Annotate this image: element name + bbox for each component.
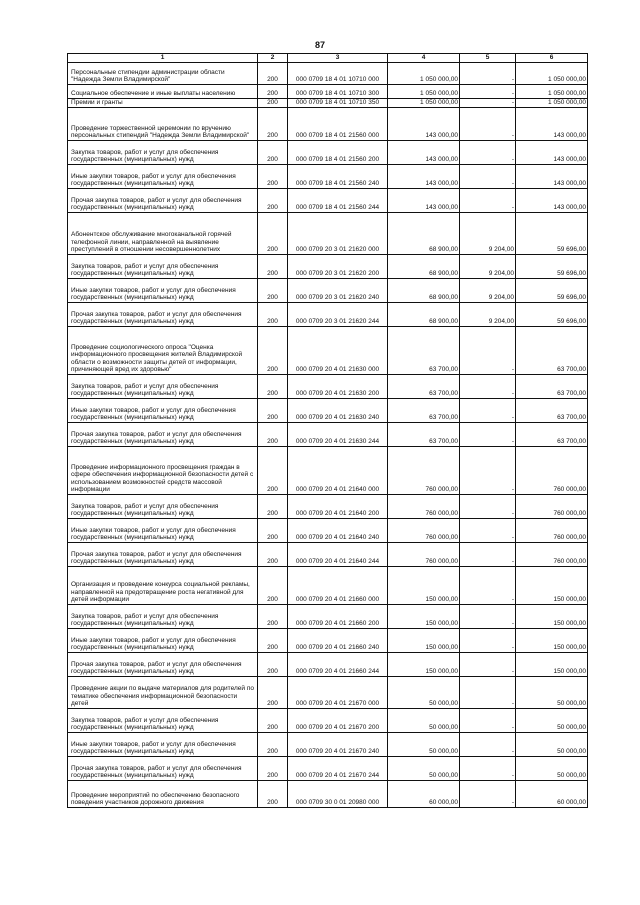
cell-code: 200 — [258, 653, 288, 677]
cell-code: 200 — [258, 709, 288, 733]
cell-code: 200 — [258, 165, 288, 189]
cell-name: Прочая закупка товаров, работ и услуг для обеспечения государственных (муниципальных) нужд — [68, 303, 258, 327]
cell-v2: - — [460, 63, 516, 85]
cell-kbk: 000 0709 20 4 01 21640 240 — [288, 519, 388, 543]
cell-code: 200 — [258, 447, 288, 495]
cell-kbk: 000 0709 20 4 01 21630 200 — [288, 375, 388, 399]
cell-code: 200 — [258, 85, 288, 99]
cell-name: Абонентское обслуживание многоканальной горячей телефонной линии, направленной на выявление преступлений в отношении несовершеннолетних — [68, 213, 258, 255]
table-row — [68, 543, 588, 567]
cell-kbk: 000 0709 20 4 01 21670 244 — [288, 757, 388, 781]
cell-v1: 1 050 000,00 — [388, 99, 460, 108]
cell-v3: 143 000,00 — [516, 189, 588, 213]
cell-kbk: 000 0709 18 4 01 21560 000 — [288, 108, 388, 141]
table-row — [68, 189, 588, 213]
cell-kbk: 000 0709 20 4 01 21630 240 — [288, 399, 388, 423]
cell-v1: 760 000,00 — [388, 543, 460, 567]
table-row — [68, 519, 588, 543]
cell-v1: 150 000,00 — [388, 653, 460, 677]
cell-name: Проведение торжественной церемонии по вручению персональных стипендий "Надежда Земли Владимирской" — [68, 108, 258, 141]
cell-kbk: 000 0709 18 4 01 10710 000 — [288, 63, 388, 85]
table-row — [68, 399, 588, 423]
cell-kbk: 000 0709 20 4 01 21640 244 — [288, 543, 388, 567]
cell-v3: 60 000,00 — [516, 781, 588, 808]
cell-kbk: 000 0709 20 4 01 21630 000 — [288, 327, 388, 375]
cell-v1: 760 000,00 — [388, 447, 460, 495]
cell-v2: - — [460, 519, 516, 543]
table-row — [68, 85, 588, 99]
cell-name: Прочая закупка товаров, работ и услуг для обеспечения государственных (муниципальных) нужд — [68, 757, 258, 781]
cell-v2: 9 204,00 — [460, 279, 516, 303]
cell-code: 200 — [258, 375, 288, 399]
table-row — [68, 303, 588, 327]
cell-name: Иные закупки товаров, работ и услуг для обеспечения государственных (муниципальных) нужд — [68, 279, 258, 303]
cell-code: 200 — [258, 423, 288, 447]
table-row — [68, 677, 588, 709]
cell-v1: 63 700,00 — [388, 399, 460, 423]
cell-code: 200 — [258, 327, 288, 375]
cell-name: Иные закупки товаров, работ и услуг для обеспечения государственных (муниципальных) нужд — [68, 519, 258, 543]
cell-v2: - — [460, 375, 516, 399]
cell-v1: 150 000,00 — [388, 605, 460, 629]
cell-v2: 9 204,00 — [460, 213, 516, 255]
cell-v3: 1 050 000,00 — [516, 85, 588, 99]
cell-v3: 1 050 000,00 — [516, 99, 588, 108]
cell-code: 200 — [258, 781, 288, 808]
cell-v1: 63 700,00 — [388, 327, 460, 375]
table-row — [68, 141, 588, 165]
cell-name: Иные закупки товаров, работ и услуг для обеспечения государственных (муниципальных) нужд — [68, 399, 258, 423]
table-row — [68, 213, 588, 255]
cell-v2: - — [460, 653, 516, 677]
cell-name: Проведение социологического опроса "Оценка информационного просвещения жителей Владимирской области о возможности защиты детей от информации, причиняющей вред их здоровью" — [68, 327, 258, 375]
cell-v2: - — [460, 629, 516, 653]
cell-v1: 68 900,00 — [388, 255, 460, 279]
cell-v1: 60 000,00 — [388, 781, 460, 808]
cell-v1: 68 900,00 — [388, 279, 460, 303]
cell-name: Прочая закупка товаров, работ и услуг для обеспечения государственных (муниципальных) нужд — [68, 543, 258, 567]
cell-v1: 63 700,00 — [388, 423, 460, 447]
cell-v3: 50 000,00 — [516, 677, 588, 709]
table-row — [68, 653, 588, 677]
cell-code: 200 — [258, 141, 288, 165]
header-row — [68, 54, 588, 63]
cell-v3: 143 000,00 — [516, 165, 588, 189]
cell-code: 200 — [258, 255, 288, 279]
cell-v2: - — [460, 85, 516, 99]
cell-name: Социальное обеспечение и иные выплаты населению — [68, 85, 258, 99]
cell-code: 200 — [258, 543, 288, 567]
cell-v2: - — [460, 757, 516, 781]
cell-code: 200 — [258, 495, 288, 519]
cell-v3: 143 000,00 — [516, 141, 588, 165]
cell-kbk: 000 0709 20 4 01 21660 200 — [288, 605, 388, 629]
cell-v3: 63 700,00 — [516, 423, 588, 447]
cell-v2: - — [460, 781, 516, 808]
cell-v1: 150 000,00 — [388, 567, 460, 605]
cell-kbk: 000 0709 20 4 01 21640 200 — [288, 495, 388, 519]
cell-v2: 9 204,00 — [460, 255, 516, 279]
cell-v3: 59 696,00 — [516, 303, 588, 327]
header-cell: 3 — [288, 54, 388, 63]
cell-kbk: 000 0709 20 3 01 21620 000 — [288, 213, 388, 255]
cell-kbk: 000 0709 18 4 01 10710 350 — [288, 99, 388, 108]
cell-kbk: 000 0709 20 4 01 21670 000 — [288, 677, 388, 709]
table-row — [68, 255, 588, 279]
cell-v3: 150 000,00 — [516, 605, 588, 629]
cell-name: Закупка товаров, работ и услуг для обеспечения государственных (муниципальных) нужд — [68, 709, 258, 733]
cell-code: 200 — [258, 399, 288, 423]
cell-v2: - — [460, 447, 516, 495]
cell-code: 200 — [258, 629, 288, 653]
cell-name: Премии и гранты — [68, 99, 258, 108]
cell-v3: 760 000,00 — [516, 447, 588, 495]
cell-kbk: 000 0709 30 0 01 20980 000 — [288, 781, 388, 808]
budget-table — [67, 53, 588, 808]
cell-v1: 1 050 000,00 — [388, 85, 460, 99]
cell-code: 200 — [258, 189, 288, 213]
cell-kbk: 000 0709 20 4 01 21640 000 — [288, 447, 388, 495]
cell-v1: 50 000,00 — [388, 709, 460, 733]
cell-name: Проведение акции по выдаче материалов для родителей по тематике обеспечения информационной безопасности детей — [68, 677, 258, 709]
cell-kbk: 000 0709 18 4 01 21560 200 — [288, 141, 388, 165]
cell-name: Проведение мероприятий по обеспечению безопасного поведения участников дорожного движения — [68, 781, 258, 808]
cell-kbk: 000 0709 18 4 01 21560 240 — [288, 165, 388, 189]
cell-v2: - — [460, 423, 516, 447]
table-row — [68, 375, 588, 399]
cell-v3: 150 000,00 — [516, 567, 588, 605]
table-row — [68, 279, 588, 303]
cell-v1: 50 000,00 — [388, 757, 460, 781]
cell-name: Иные закупки товаров, работ и услуг для обеспечения государственных (муниципальных) нужд — [68, 165, 258, 189]
table-row — [68, 605, 588, 629]
cell-name: Закупка товаров, работ и услуг для обеспечения государственных (муниципальных) нужд — [68, 141, 258, 165]
cell-v3: 760 000,00 — [516, 543, 588, 567]
cell-v2: - — [460, 327, 516, 375]
header-cell: 6 — [516, 54, 588, 63]
header-cell: 1 — [68, 54, 258, 63]
table-row — [68, 165, 588, 189]
cell-name: Закупка товаров, работ и услуг для обеспечения государственных (муниципальных) нужд — [68, 255, 258, 279]
cell-v2: - — [460, 141, 516, 165]
cell-code: 200 — [258, 279, 288, 303]
cell-v3: 150 000,00 — [516, 629, 588, 653]
cell-kbk: 000 0709 18 4 01 21560 244 — [288, 189, 388, 213]
cell-name: Закупка товаров, работ и услуг для обеспечения государственных (муниципальных) нужд — [68, 605, 258, 629]
cell-name: Организация и проведение конкурса социальной рекламы, направленной на предотвращение роста негативной для детей информации — [68, 567, 258, 605]
cell-v2: - — [460, 677, 516, 709]
table-row — [68, 423, 588, 447]
cell-v2: - — [460, 399, 516, 423]
cell-v1: 143 000,00 — [388, 165, 460, 189]
cell-name: Закупка товаров, работ и услуг для обеспечения государственных (муниципальных) нужд — [68, 375, 258, 399]
cell-kbk: 000 0709 20 4 01 21660 244 — [288, 653, 388, 677]
cell-v1: 68 900,00 — [388, 213, 460, 255]
cell-name: Проведение информационного просвещения граждан в сфере обеспечения информационной безопасности детей с использованием возможностей средств массовой информации — [68, 447, 258, 495]
cell-v2: - — [460, 108, 516, 141]
cell-kbk: 000 0709 20 4 01 21660 000 — [288, 567, 388, 605]
cell-v1: 143 000,00 — [388, 141, 460, 165]
cell-v3: 63 700,00 — [516, 327, 588, 375]
cell-v3: 760 000,00 — [516, 519, 588, 543]
header-cell: 5 — [460, 54, 516, 63]
cell-code: 200 — [258, 108, 288, 141]
cell-v2: - — [460, 709, 516, 733]
cell-name: Прочая закупка товаров, работ и услуг для обеспечения государственных (муниципальных) нужд — [68, 189, 258, 213]
table-row — [68, 108, 588, 141]
cell-name: Иные закупки товаров, работ и услуг для обеспечения государственных (муниципальных) нужд — [68, 733, 258, 757]
cell-v2: - — [460, 605, 516, 629]
table-row — [68, 63, 588, 85]
cell-v1: 760 000,00 — [388, 519, 460, 543]
cell-v2: - — [460, 165, 516, 189]
cell-code: 200 — [258, 519, 288, 543]
cell-v1: 50 000,00 — [388, 733, 460, 757]
cell-v3: 50 000,00 — [516, 709, 588, 733]
table-row — [68, 629, 588, 653]
cell-kbk: 000 0709 20 4 01 21660 240 — [288, 629, 388, 653]
cell-v3: 50 000,00 — [516, 733, 588, 757]
cell-name: Иные закупки товаров, работ и услуг для обеспечения государственных (муниципальных) нужд — [68, 629, 258, 653]
cell-v3: 63 700,00 — [516, 375, 588, 399]
cell-kbk: 000 0709 20 3 01 21620 244 — [288, 303, 388, 327]
cell-v3: 50 000,00 — [516, 757, 588, 781]
cell-v1: 1 050 000,00 — [388, 63, 460, 85]
cell-name: Прочая закупка товаров, работ и услуг для обеспечения государственных (муниципальных) нужд — [68, 423, 258, 447]
cell-v3: 63 700,00 — [516, 399, 588, 423]
table-row — [68, 567, 588, 605]
table-row — [68, 709, 588, 733]
cell-code: 200 — [258, 733, 288, 757]
cell-v2: - — [460, 543, 516, 567]
table-row — [68, 447, 588, 495]
cell-kbk: 000 0709 18 4 01 10710 300 — [288, 85, 388, 99]
page-number: 87 — [314, 40, 325, 50]
cell-v3: 150 000,00 — [516, 653, 588, 677]
header-cell: 2 — [258, 54, 288, 63]
cell-v2: - — [460, 99, 516, 108]
cell-code: 200 — [258, 677, 288, 709]
cell-v3: 760 000,00 — [516, 495, 588, 519]
table-row — [68, 757, 588, 781]
cell-code: 200 — [258, 63, 288, 85]
cell-name: Прочая закупка товаров, работ и услуг для обеспечения государственных (муниципальных) нужд — [68, 653, 258, 677]
cell-v3: 59 696,00 — [516, 255, 588, 279]
cell-kbk: 000 0709 20 3 01 21620 240 — [288, 279, 388, 303]
cell-v1: 63 700,00 — [388, 375, 460, 399]
cell-v3: 59 696,00 — [516, 279, 588, 303]
cell-v1: 150 000,00 — [388, 629, 460, 653]
cell-code: 200 — [258, 99, 288, 108]
cell-code: 200 — [258, 213, 288, 255]
cell-code: 200 — [258, 757, 288, 781]
cell-kbk: 000 0709 20 4 01 21670 240 — [288, 733, 388, 757]
cell-v1: 143 000,00 — [388, 189, 460, 213]
cell-v2: - — [460, 733, 516, 757]
cell-v2: 9 204,00 — [460, 303, 516, 327]
table-row — [68, 99, 588, 108]
cell-kbk: 000 0709 20 3 01 21620 200 — [288, 255, 388, 279]
cell-code: 200 — [258, 605, 288, 629]
cell-v3: 1 050 000,00 — [516, 63, 588, 85]
table-row — [68, 495, 588, 519]
table-body — [68, 63, 588, 808]
cell-v1: 68 900,00 — [388, 303, 460, 327]
cell-v1: 50 000,00 — [388, 677, 460, 709]
table-row — [68, 733, 588, 757]
cell-v2: - — [460, 495, 516, 519]
cell-v3: 59 696,00 — [516, 213, 588, 255]
cell-code: 200 — [258, 303, 288, 327]
table-row — [68, 327, 588, 375]
cell-kbk: 000 0709 20 4 01 21630 244 — [288, 423, 388, 447]
cell-v3: 143 000,00 — [516, 108, 588, 141]
header-cell: 4 — [388, 54, 460, 63]
cell-kbk: 000 0709 20 4 01 21670 200 — [288, 709, 388, 733]
cell-name: Персональные стипендии администрации области "Надежда Земли Владимирской" — [68, 63, 258, 85]
cell-code: 200 — [258, 567, 288, 605]
table-row — [68, 781, 588, 808]
cell-name: Закупка товаров, работ и услуг для обеспечения государственных (муниципальных) нужд — [68, 495, 258, 519]
cell-v2: - — [460, 189, 516, 213]
cell-v2: - — [460, 567, 516, 605]
cell-v1: 760 000,00 — [388, 495, 460, 519]
cell-v1: 143 000,00 — [388, 108, 460, 141]
